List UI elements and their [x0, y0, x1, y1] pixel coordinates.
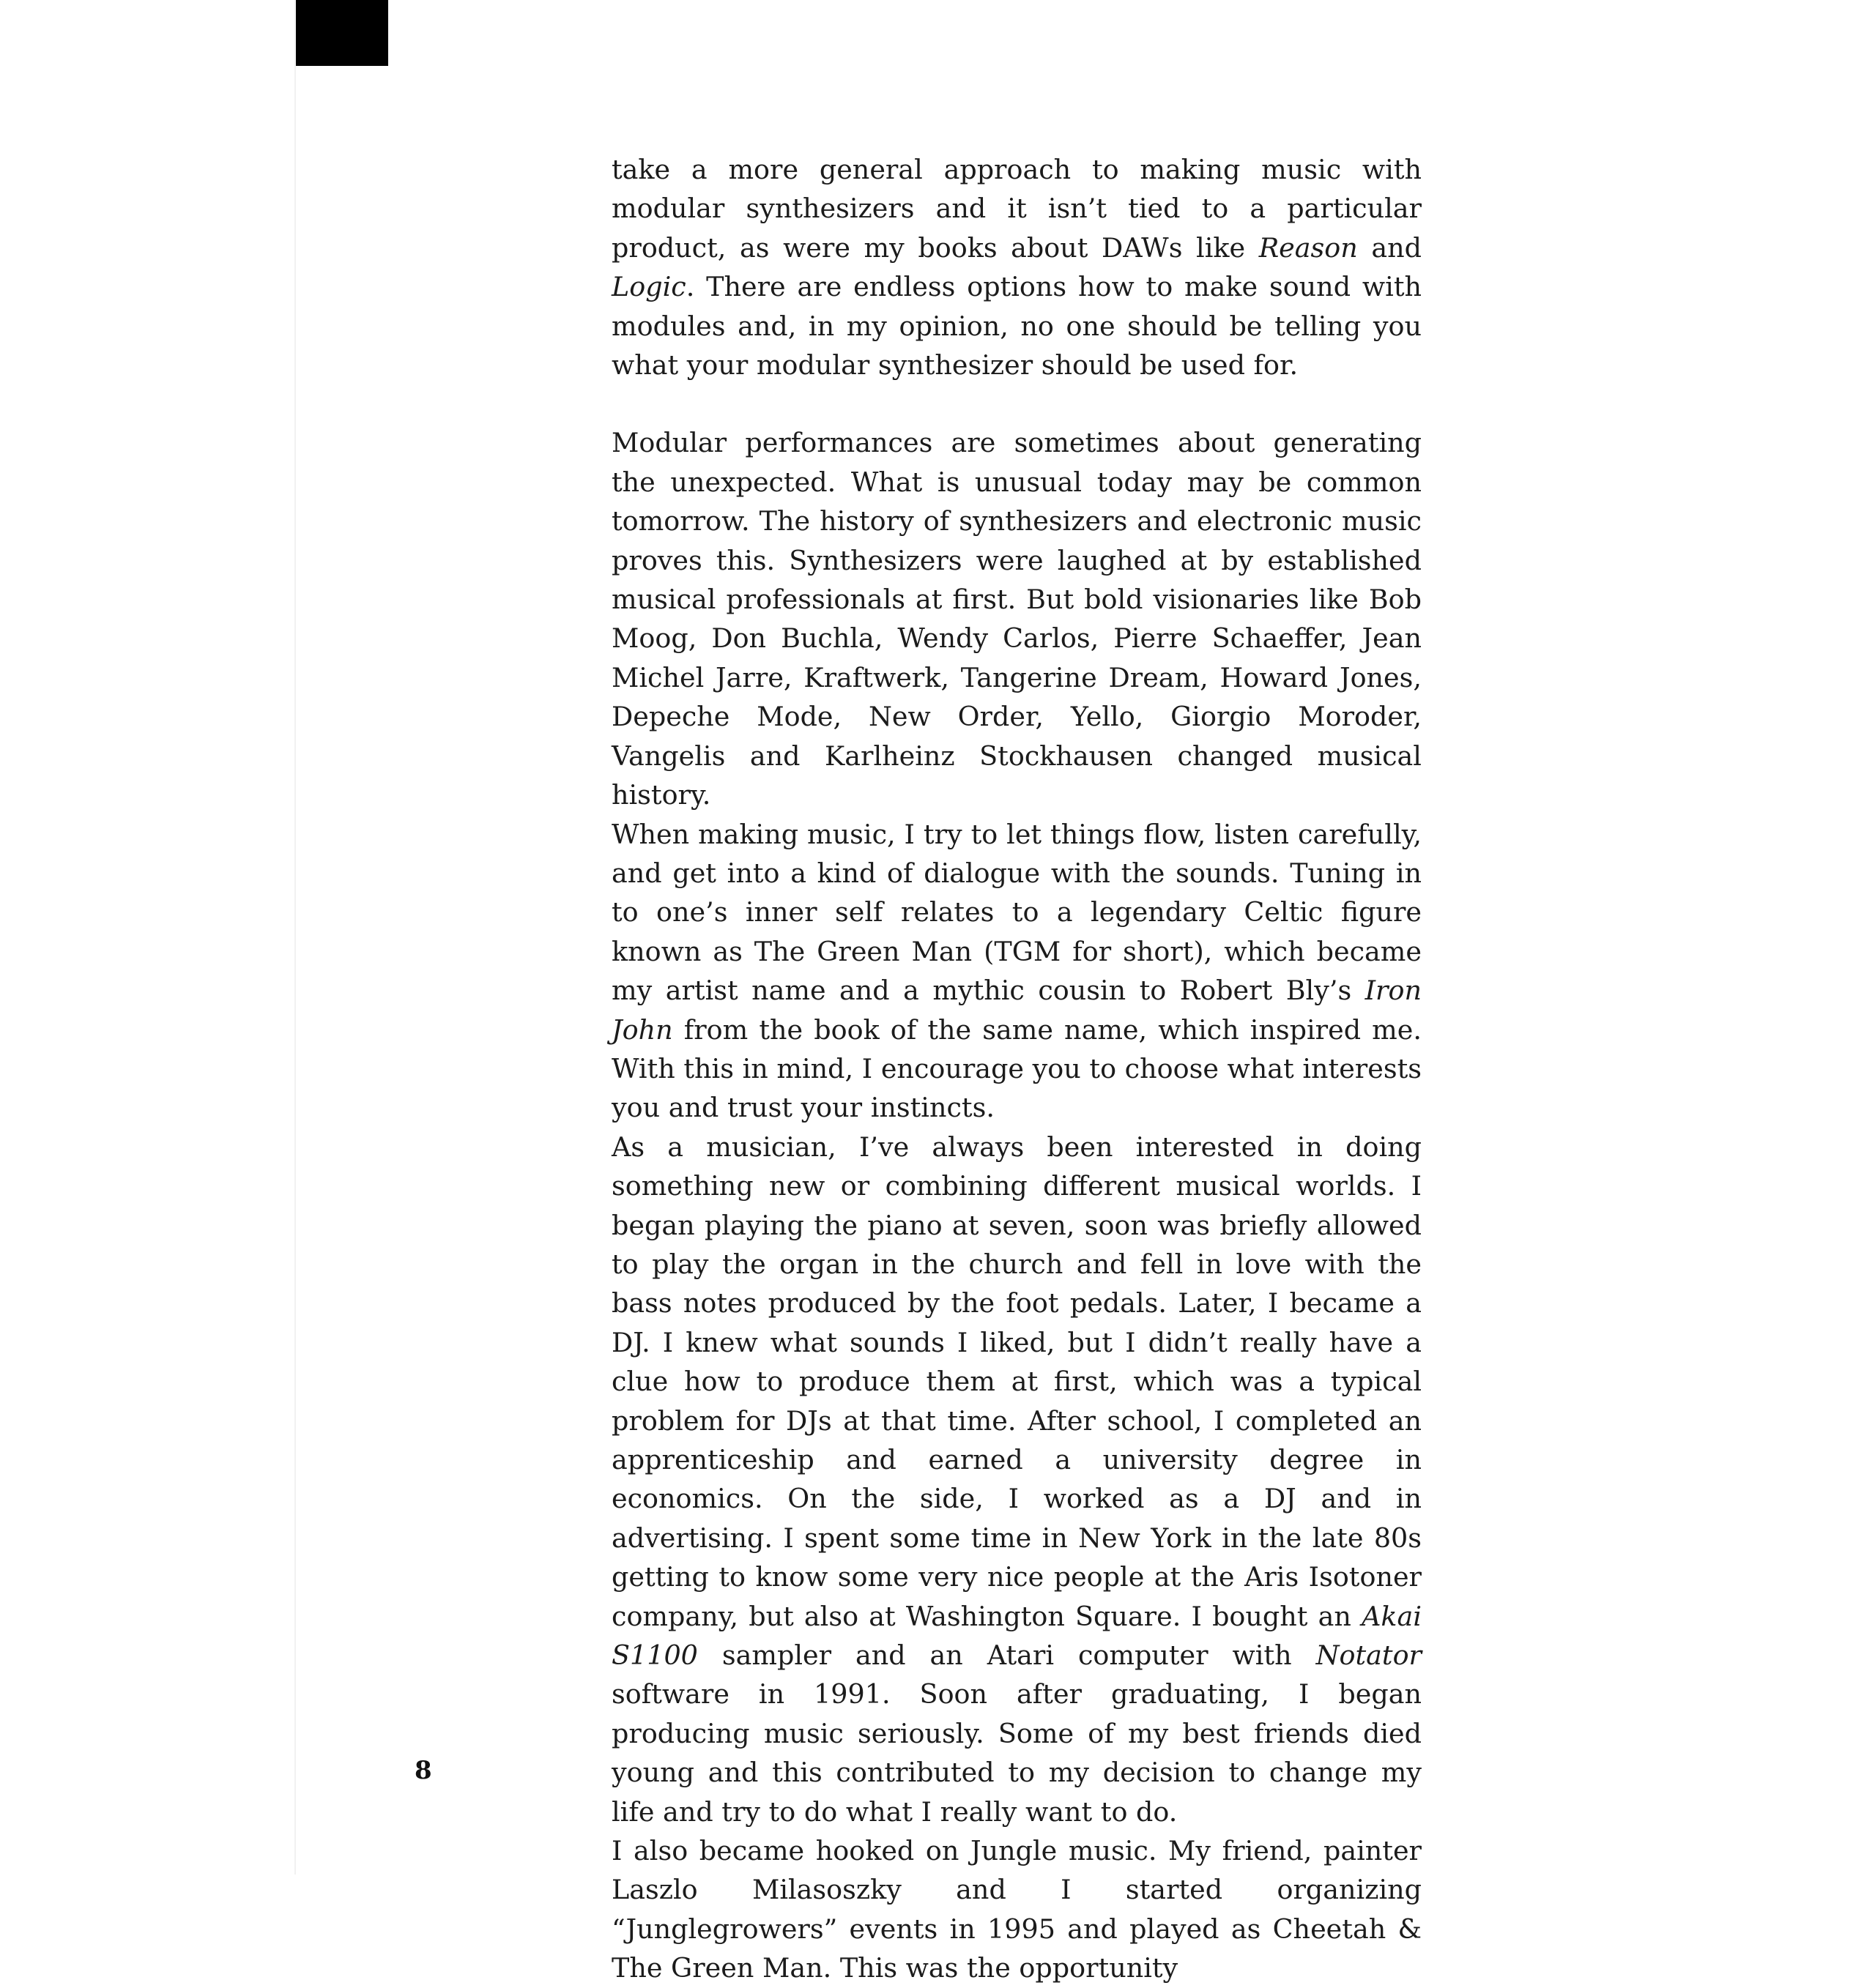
italic-iron-john: Iron John	[612, 975, 1422, 1046]
paragraph-3-text-b: from the book of the same name, which inspired me. With this in mind, I encourage you to choose what interests you and trust your instincts.	[612, 1013, 1422, 1124]
italic-logic: Logic	[612, 271, 686, 303]
paragraph-4	[612, 1128, 1422, 1831]
italic-akai-s1100: Akai S1100	[612, 1600, 1422, 1672]
paragraph-4-text-b: sampler and an Atari computer with	[697, 1639, 1316, 1672]
paragraph-1-text-a: take a more general approach to making music with modular synthesizers and it isn’t tied to a particular product, as were my books about DAWs like	[612, 154, 1422, 264]
paragraph-3	[612, 815, 1422, 1128]
paragraph-1	[612, 150, 1422, 384]
paragraph-1-text-c: . There are endless options how to make sound with modules and, in my opinion, no one should be telling you what your modular synthesizer should be used for.	[612, 271, 1422, 381]
page-number: 8	[415, 1756, 432, 1785]
paragraph-1-text-b: and	[1357, 231, 1422, 264]
chapter-marker-block	[296, 0, 388, 66]
paragraph-2: Modular performances are sometimes about generating the unexpected. What is unusual today may be common tomorrow. The history of synthesizers and electronic music proves this. Synthesizers were laughed at by established musical professionals at first. But bold visionaries like Bob Moog, Don Buchla, Wendy Carlos, Pierre Schaeffer, Jean Michel Jarre, Kraftwerk, Tangerine Dream, Howard Jones, Depeche Mode, New Order, Yello, Giorgio Moroder, Vangelis and Karlheinz Stockhausen changed musical history.	[612, 427, 1422, 811]
paragraph-3-text-a: When making music, I try to let things flow, listen carefully, and get into a kind of dialogue with the sounds. Tuning in to one’s inner self relates to a legendary Celtic figure known as The Green Man (TGM for short), which became my artist name and a mythic cousin to Robert Bly’s	[612, 818, 1422, 1007]
paragraph-4-text-c: software in 1991. Soon after graduating, I began producing music seriously. Some of my best friends died young and this contributed to my decision to change my life and try to do what I really want to do.	[612, 1678, 1422, 1828]
paragraph-5: I also became hooked on Jungle music. My friend, painter Laszlo Milasoszky and I started organizing “Junglegrowers” events in 1995 and played as Cheetah & The Green Man. This was the opportunity	[612, 1835, 1422, 1984]
page-edge-line	[294, 0, 296, 1875]
body-text-column	[612, 150, 1422, 1988]
italic-notator: Notator	[1315, 1639, 1422, 1672]
italic-reason: Reason	[1258, 231, 1358, 264]
paragraph-4-text-a: As a musician, I’ve always been interested in doing something new or combining different musical worlds. I began playing the piano at seven, soon was briefly allowed to play the organ in the church and fell in love with the bass notes produced by the foot pedals. Later, I became a DJ. I knew what sounds I liked, but I didn’t really have a clue how to produce them at first, which was a typical problem for DJs at that time. After school, I completed an apprenticeship and earned a university degree in economics. On the side, I worked as a DJ and in advertising. I spent some time in New York in the late 80s getting to know some very nice people at the Aris Isotoner company, but also at Washington Square. I bought an	[612, 1131, 1422, 1632]
